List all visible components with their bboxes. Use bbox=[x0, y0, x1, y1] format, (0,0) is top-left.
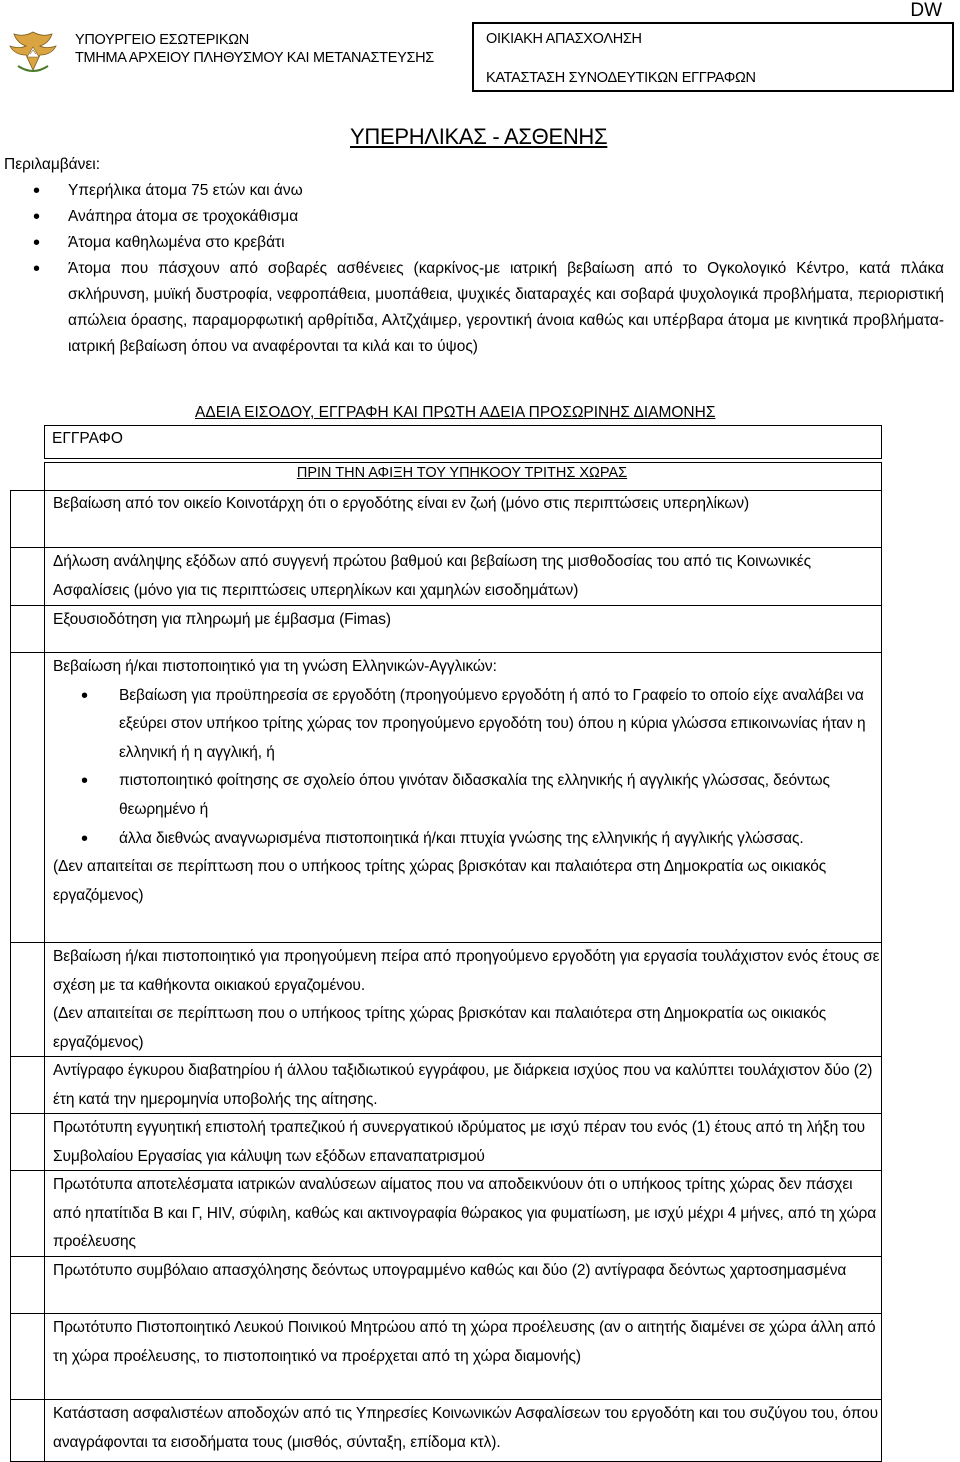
employment-type: ΟΙΚΙΑΚΗ ΑΠΑΣΧΟΛΗΣΗ bbox=[486, 31, 642, 47]
row-note: (Δεν απαιτείται σε περίπτωση που ο υπήκοος τρίτης χώρας βρισκόταν και παλαιότερα στη Δημοκρατία ως οικιακός εργαζόμενος) bbox=[53, 1005, 827, 1051]
table-row bbox=[53, 1057, 881, 1114]
table-row bbox=[53, 606, 881, 635]
table-divider bbox=[44, 462, 882, 463]
table-divider bbox=[44, 458, 882, 459]
page-title: ΥΠΕΡΗΛΙΚΑΣ - ΑΣΘΕΝΗΣ bbox=[350, 124, 608, 149]
section-heading: ΑΔΕΙΑ ΕΙΣΟΔΟΥ, ΕΓΓΡΑΦΗ ΚΑΙ ΠΡΩΤΗ ΑΔΕΙΑ ΠΡΟΣΩΡΙΝΗΣ ΔΙΑΜΟΝΗΣ bbox=[195, 404, 716, 421]
table-border-left bbox=[44, 425, 45, 459]
table-subheading: ΠΡΙΝ ΤΗΝ ΑΦΙΞΗ ΤΟΥ ΥΠΗΚΟΟΥ ΤΡΙΤΗΣ ΧΩΡΑΣ bbox=[296, 465, 628, 481]
table-column-line bbox=[44, 462, 45, 1462]
list-item: • Άτομα καθηλωμένα στο κρεβάτι bbox=[68, 230, 944, 256]
table-divider bbox=[44, 425, 882, 426]
cyprus-coat-of-arms-icon bbox=[4, 26, 62, 76]
table-border-right bbox=[881, 425, 882, 459]
row-text: Δήλωση ανάληψης εξόδων από συγγενή πρώτου βαθμού και βεβαίωση της μισθοδοσίας του από τις Κοινωνικές Ασφαλίσεις (μόνο για τις περιπτώσεις υπερηλίκων και χαμηλών εισοδημάτων) bbox=[53, 553, 811, 599]
table-row bbox=[53, 1257, 881, 1286]
includes-label: Περιλαμβάνει: bbox=[4, 156, 101, 173]
list-item: • Ανάπηρα άτομα σε τροχοκάθισμα bbox=[68, 204, 944, 230]
ministry-name: ΥΠΟΥΡΓΕΙΟ ΕΣΩΤΕΡΙΚΩΝ bbox=[75, 32, 249, 48]
language-proof-list bbox=[53, 682, 881, 854]
table-row bbox=[53, 1314, 881, 1371]
checkbox-column-line bbox=[10, 490, 11, 1462]
table-row bbox=[53, 548, 881, 605]
includes-section bbox=[4, 152, 944, 360]
header bbox=[0, 0, 470, 95]
table-row bbox=[53, 1171, 881, 1257]
row-text: Πρωτότυπη εγγυητική επιστολή τραπεζικού ή συνεργατικού ιδρύματος με ισχύ πέραν του ενός (1) έτους από τη λήξη του Συμβολαίου Εργασίας για κάλυψη των εξόδων επαναπατρισμού bbox=[53, 1119, 866, 1165]
table-row bbox=[53, 943, 881, 1057]
list-item: • Βεβαίωση για προϋπηρεσία σε εργοδότη (προηγούμενο εργοδότη ή από το Γραφείο το οποίο είχε αναλάβει να εξεύρει στον υπήκοο τρίτης χώρας τον προηγούμενο εργοδότη του) όπου η κύρια γλώσσα επικοινωνίας ήταν η ελληνική ή η αγγλική, ή bbox=[119, 682, 881, 768]
table-row bbox=[53, 1400, 881, 1457]
includes-list bbox=[4, 178, 944, 360]
row-text: Βεβαίωση ή/και πιστοποιητικό για προηγούμενη πείρα από προηγούμενο εργοδότη για εργασία τουλάχιστον ενός έτους σε σχέση με τα καθήκοντα οικιακού εργαζομένου. bbox=[53, 948, 880, 994]
document-list-title: ΚΑΤΑΣΤΑΣΗ ΣΥΝΟΔΕΥΤΙΚΩΝ ΕΓΓΡΑΦΩΝ bbox=[486, 70, 756, 86]
ministry-block bbox=[75, 31, 434, 67]
row-text: Αντίγραφο έγκυρου διαβατηρίου ή άλλου ταξιδιωτικού εγγράφου, με διάρκεια ισχύος που να καλύπτει τουλάχιστον δύο (2) έτη κατά την ημερομηνία υποβολής της αίτησης. bbox=[53, 1062, 873, 1108]
table-row bbox=[53, 1114, 881, 1171]
table-border-right bbox=[881, 462, 882, 1462]
row-text: Βεβαίωση από τον οικείο Κοινοτάρχη ότι ο εργοδότης είναι εν ζωή (μόνο στις περιπτώσεις υπερηλίκων) bbox=[53, 495, 750, 512]
header-info-box bbox=[472, 22, 954, 92]
row-text: Πρωτότυπο συμβόλαιο απασχόλησης δεόντως υπογραμμένο καθώς και δύο (2) αντίγραφα δεόντως χαρτοσημασμένα bbox=[53, 1262, 847, 1279]
form-code: DW bbox=[910, 0, 942, 21]
table-row bbox=[53, 653, 881, 910]
row-text: Πρωτότυπα αποτελέσματα ιατρικών αναλύσεων αίματος που να αποδεικνύουν ότι ο υπήκοος τρίτης χώρας δεν πάσχει από ηπατίτιδα Β και Γ, HIV, σύφιλη, καθώς και ακτινογραφία θώρακος για φυματίωση, με ισχύ μέχρι 4 μήνες, από τη χώρα προέλευσης bbox=[53, 1176, 877, 1251]
row-text: Πρωτότυπο Πιστοποιητικό Λευκού Ποινικού Μητρώου από τη χώρα προέλευσης (αν ο αιτητής διαμένει σε χώρα άλλη από τη χώρα προέλευσης, το πιστοποιητικό να προέρχεται από τη χώρα διαμονής) bbox=[53, 1319, 876, 1365]
department-name: ΤΜΗΜΑ ΑΡΧΕΙΟΥ ΠΛΗΘΥΣΜΟΥ ΚΑΙ ΜΕΤΑΝΑΣΤΕΥΣΗΣ bbox=[75, 50, 434, 66]
row-text: Βεβαίωση ή/και πιστοποιητικό για τη γνώση Ελληνικών-Αγγλικών: bbox=[53, 658, 497, 675]
list-item: • Υπερήλικα άτομα 75 ετών και άνω bbox=[68, 178, 944, 204]
list-item: • άλλα διεθνώς αναγνωρισμένα πιστοποιητικά ή/και πτυχία γνώσης της ελληνικής ή αγγλικής γλώσσας. bbox=[119, 825, 881, 854]
list-item: • πιστοποιητικό φοίτησης σε σχολείο όπου γινόταν διδασκαλία της ελληνικής ή αγγλικής γλώσσας, δεόντως θεωρημένο ή bbox=[119, 767, 881, 824]
table-row bbox=[53, 490, 881, 519]
row-note: (Δεν απαιτείται σε περίπτωση που ο υπήκοος τρίτης χώρας βρισκόταν και παλαιότερα στη Δημοκρατία ως οικιακός εργαζόμενος) bbox=[53, 858, 827, 904]
list-item: • Άτομα που πάσχουν από σοβαρές ασθένειες (καρκίνος-με ιατρική βεβαίωση από το Ογκολογικό Κέντρο, κατά πλάκα σκλήρυνση, μυϊκή δυστροφία, νεφροπάθεια, μυοπάθεια, ψυχικές διαταραχές και σοβαρά ψυχολογικά προβλήματα, περιοριστική απώλεια όρασης, παραμορφωτική αρθρίτιδα, Αλτζχάιμερ, γεροντική άνοια καθώς και υπέρβαρα άτομα με κινητικά προβλήματα-ιατρική βεβαίωση όπου να αναφέρονται τα κιλά και το ύψος) bbox=[68, 256, 944, 360]
row-text: Κατάσταση ασφαλιστέων αποδοχών από τις Υπηρεσίες Κοινωνικών Ασφαλίσεων του εργοδότη και του συζύγου του, όπου αναγράφονται τα εισοδήματα τους (μισθός, σύνταξη, επίδομα κτλ). bbox=[53, 1405, 878, 1451]
row-text: Εξουσιοδότηση για πληρωμή με έμβασμα (Fimas) bbox=[53, 611, 391, 628]
document-column-label: ΕΓΓΡΑΦΟ bbox=[52, 430, 123, 447]
